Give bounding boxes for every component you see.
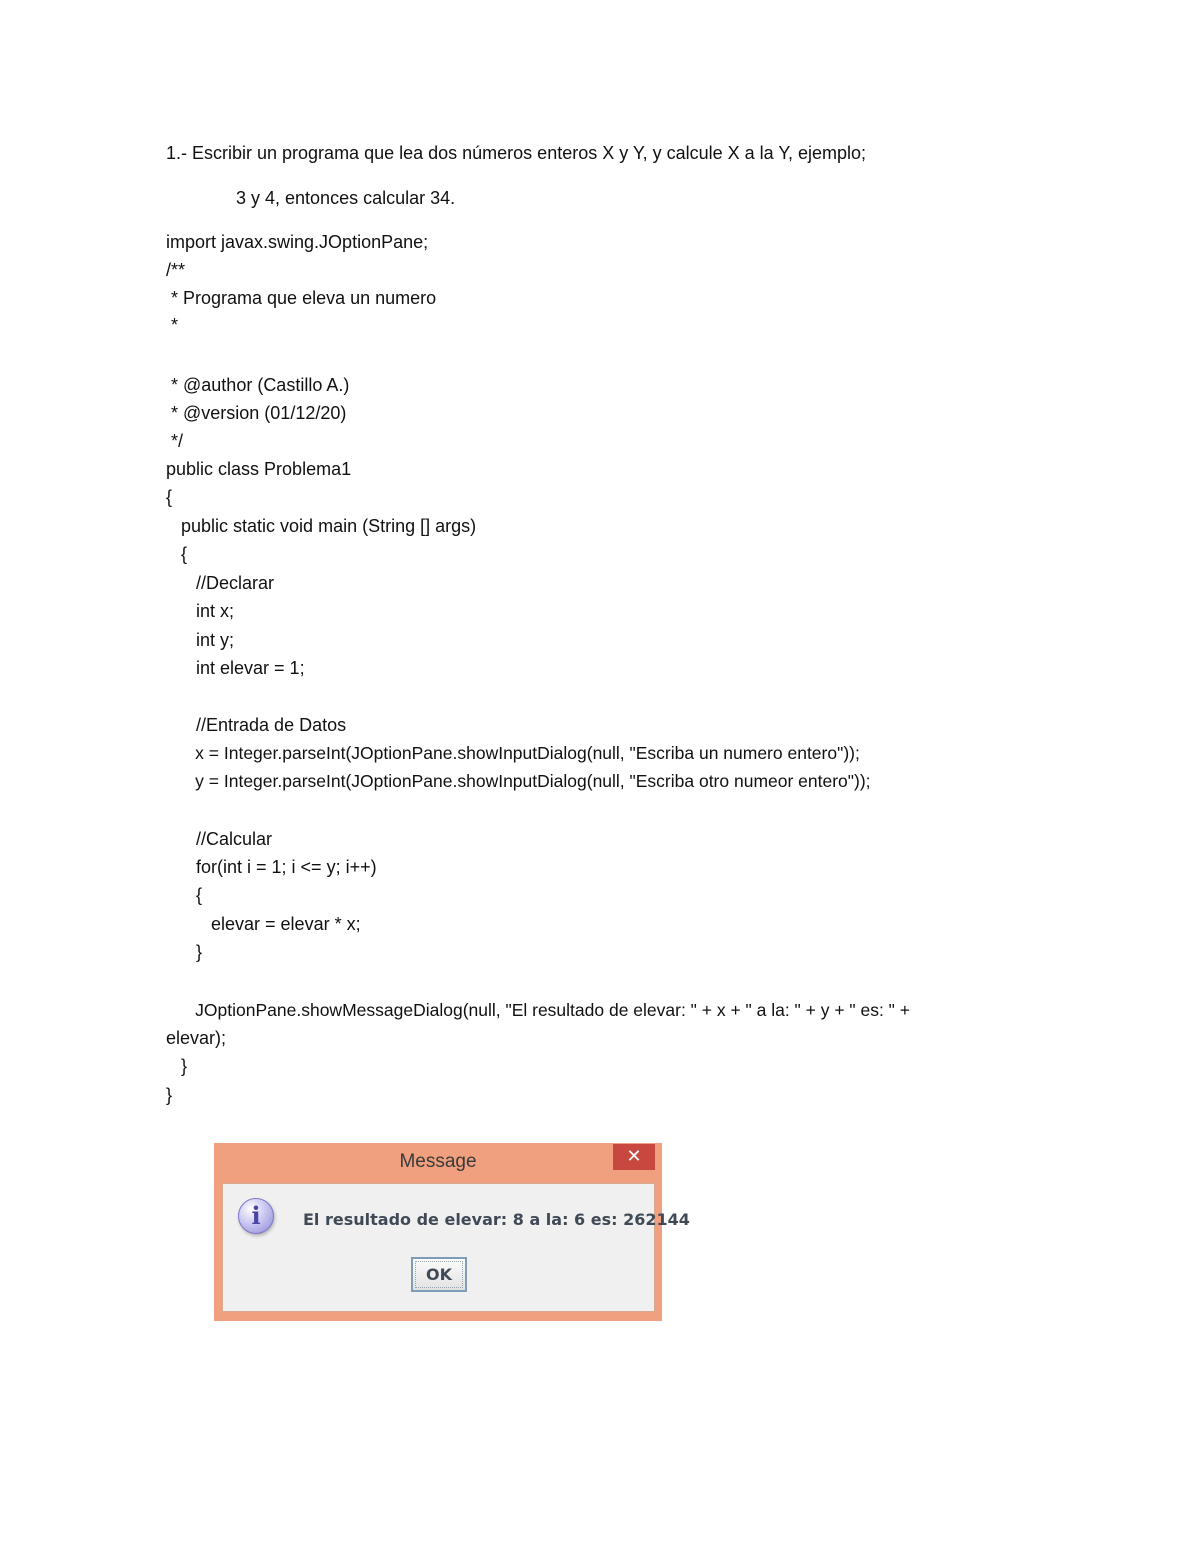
code-line: { [166, 544, 188, 564]
code-line: } [166, 942, 203, 962]
code-line: int elevar = 1; [166, 658, 305, 678]
code-line: } [166, 1056, 188, 1076]
code-line: int x; [166, 601, 235, 621]
dialog-title: Message [399, 1151, 477, 1172]
code-line: * [166, 315, 179, 335]
code-line: JOptionPane.showMessageDialog(null, "El resultado de elevar: " + x + " a la: " + y + " es: " + [166, 1000, 910, 1020]
close-icon: ✕ [626, 1146, 642, 1167]
code-line: x = Integer.parseInt(JOptionPane.showInputDialog(null, "Escriba un numero entero")); [166, 743, 860, 763]
dialog-body [222, 1183, 690, 1312]
code-line: int y; [166, 630, 235, 650]
message-dialog [214, 1143, 690, 1321]
close-button[interactable] [613, 1144, 655, 1170]
code-line: /** [166, 260, 186, 280]
code-line: public static void main (String [] args) [166, 516, 477, 536]
code-line: { [166, 487, 173, 507]
code-line: //Entrada de Datos [166, 715, 347, 735]
ok-button-label: OK [415, 1261, 463, 1288]
code-line: elevar); [166, 1028, 227, 1048]
code-line: y = Integer.parseInt(JOptionPane.showInputDialog(null, "Escriba otro numeor entero")); [166, 771, 871, 791]
info-icon: i [238, 1198, 274, 1234]
code-line: //Calcular [166, 829, 273, 849]
dialog-message: El resultado de elevar: 8 a la: 6 es: 262144 [303, 1210, 690, 1229]
example-line: 3 y 4, entonces calcular 34. [236, 188, 456, 208]
code-line: * @author (Castillo A.) [166, 375, 350, 395]
code-line: public class Problema1 [166, 459, 352, 479]
code-line: */ [166, 431, 184, 451]
code-line: //Declarar [166, 573, 275, 593]
ok-button[interactable] [411, 1257, 467, 1292]
code-line: for(int i = 1; i <= y; i++) [166, 857, 377, 877]
problem-statement: 1.- Escribir un programa que lea dos números enteros X y Y, y calcule X a la Y, ejemplo; [166, 143, 867, 163]
code-line: { [166, 885, 203, 905]
code-line: import javax.swing.JOptionPane; [166, 232, 429, 252]
code-line: } [166, 1085, 173, 1105]
code-line: * Programa que eleva un numero [166, 288, 437, 308]
code-line: elevar = elevar * x; [166, 914, 361, 934]
code-line: * @version (01/12/20) [166, 403, 347, 423]
